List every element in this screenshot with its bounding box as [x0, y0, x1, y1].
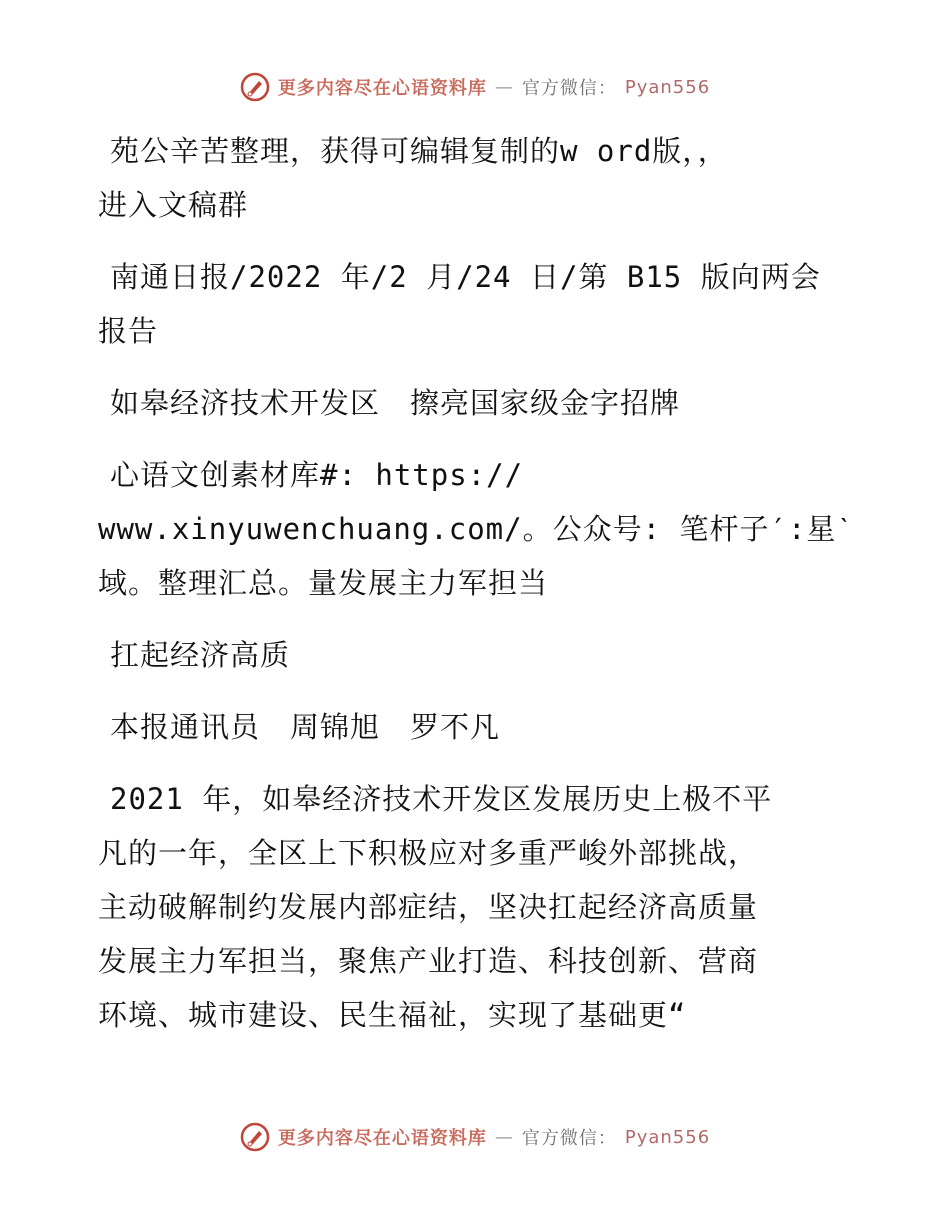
text-line: 2021 年，如皋经济技术开发区发展历史上极不平: [110, 782, 773, 816]
text-line: 苑公辛苦整理，获得可编辑复制的w ord版，，: [110, 134, 728, 168]
watermark-sub-text: 官方微信：: [521, 1128, 617, 1149]
watermark-header: [0, 72, 950, 102]
text-line: 主动破解制约发展内部症结，坚决扛起经济高质量: [98, 890, 759, 924]
paragraph-body: [98, 772, 878, 1042]
text-line: 南通日报/2022 年/2 月/24 日/第 B15 版向两会: [110, 260, 821, 294]
document-body: [98, 124, 878, 1060]
watermark-dash: —: [494, 1126, 514, 1148]
watermark-dash: —: [494, 76, 514, 98]
pen-logo-icon: [240, 72, 270, 102]
text-line: 进入文稿群: [98, 188, 249, 222]
text-line: 如皋经济技术开发区 擦亮国家级金字招牌: [110, 386, 681, 420]
text-line: 域。整理汇总。量发展主力军担当: [98, 566, 549, 600]
watermark-main-text: 更多内容尽在心语资料库: [277, 78, 487, 99]
text-line: 心语文创素材库#: https://: [110, 458, 524, 492]
text-line: 环境、城市建设、民生福祉，实现了基础更“: [98, 998, 687, 1032]
text-line: 发展主力军担当，聚焦产业打造、科技创新、营商: [98, 944, 759, 978]
paragraph-subheadline: [98, 628, 878, 682]
paragraph-headline: [98, 376, 878, 430]
watermark-main-text: 更多内容尽在心语资料库: [277, 1128, 487, 1149]
text-line: www.xinyuwenchuang.com/。公众号: 笔杆子′:星ˋ: [98, 512, 855, 546]
watermark-wechat-id: Pyan556: [624, 1126, 711, 1148]
watermark-wechat-id: Pyan556: [624, 76, 711, 98]
text-line: 凡的一年，全区上下积极应对多重严峻外部挑战，: [98, 836, 759, 870]
watermark-sub-text: 官方微信：: [521, 78, 617, 99]
paragraph-intro: [98, 124, 878, 232]
watermark-footer: [0, 1122, 950, 1152]
text-line: 报告: [98, 314, 159, 348]
paragraph-source: [98, 250, 878, 358]
pen-logo-icon: [240, 1122, 270, 1152]
text-line: 扛起经济高质: [110, 638, 291, 672]
text-line: 本报通讯员 周锦旭 罗不凡: [110, 710, 501, 744]
paragraph-byline: [98, 700, 878, 754]
paragraph-library-notice: [98, 448, 878, 610]
